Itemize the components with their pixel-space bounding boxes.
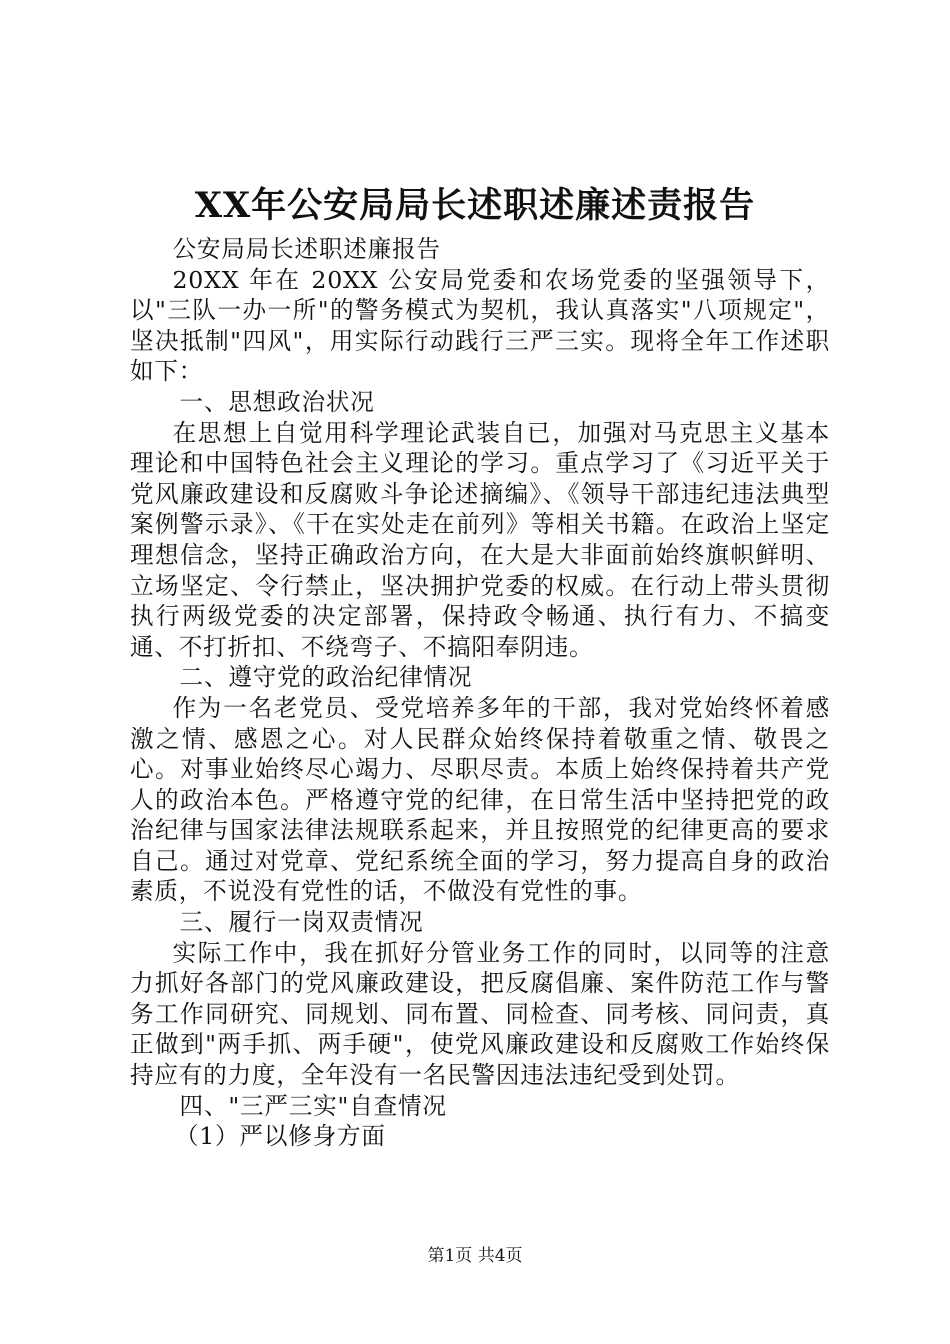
page-footer: 第1页 共4页 [427,1246,523,1266]
sub-item-1: （1）严以修身方面 [174,1122,386,1151]
section-heading-1: 一、思想政治状况 [179,387,375,416]
document-body [130,234,830,1152]
document-title: XX年公安局局长述职述廉述责报告 [194,185,756,226]
section-paragraph-3: 实际工作中，我在抓好分管业务工作的同时，以同等的注意力抓好各部门的党风廉政建设，把反腐倡廉、案件防范工作与警务工作同研究、同规划、同布置、同检查、同考核、同问责，真正做到"两手抓、两手硬"，使党风廉政建设和反腐败工作始终保持应有的力度，全年没有一名民警因违法违纪受到处罚。 [130,938,830,1090]
section-heading-2: 二、遵守党的政治纪律情况 [179,663,473,692]
section-heading-4: 四、"三严三实"自查情况 [179,1091,447,1120]
section-paragraph-2: 作为一名老党员、受党培养多年的干部，我对党始终怀着感激之情、感恩之心。对人民群众始终保持着敬重之情、敬畏之心。对事业始终尽心竭力、尽职尽责。本质上始终保持着共产党人的政治本色。严格遵守党的纪律，在日常生活中坚持把党的政治纪律与国家法律法规联系起来，并且按照党的纪律更高的要求自己。通过对党章、党纪系统全面的学习，努力提高自身的政治素质，不说没有党性的话，不做没有党性的事。 [130,693,830,906]
report-subtitle: 公安局局长述职述廉报告 [172,235,441,263]
section-heading-3: 三、履行一岗双责情况 [179,908,424,937]
section-paragraph-1: 在思想上自觉用科学理论武装自已，加强对马克思主义基本理论和中国特色社会主义理论的学习。重点学习了《习近平关于党风廉政建设和反腐败斗争论述摘编》、《领导干部违纪违法典型案例警示录》、《干在实处走在前列》等相关书籍。在政治上坚定理想信念，坚持正确政治方向，在大是大非面前始终旗帜鲜明、立场坚定、令行禁止，坚决拥护党委的权威。在行动上带头贯彻执行两级党委的决定部署，保持政令畅通、执行有力、不搞变通、不打折扣、不绕弯子、不搞阳奉阴违。 [130,418,830,661]
intro-paragraph: 20XX 年在 20XX 公安局党委和农场党委的坚强领导下，以"三队一办一所"的警务模式为契机，我认真落实"八项规定"，坚决抵制"四风"，用实际行动践行三严三实。现将全年工作述职如下： [130,265,830,386]
